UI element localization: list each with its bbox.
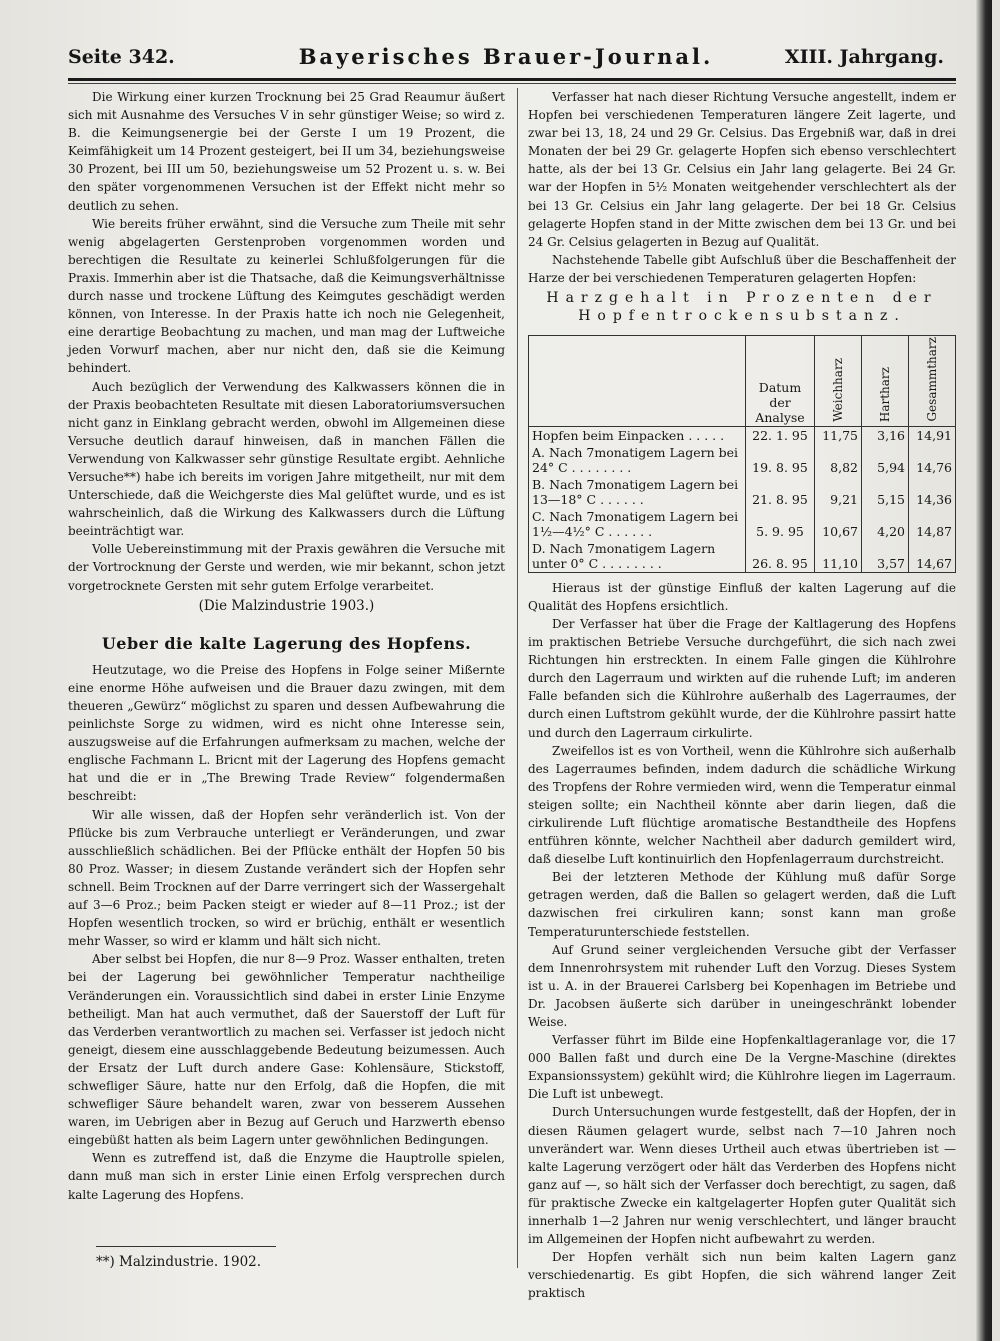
row-gesammtharz: 14,36 — [909, 476, 956, 508]
volume-label: XIII. Jahrgang. — [784, 46, 944, 68]
paragraph: Die Wirkung einer kurzen Trocknung bei 25 Grad Reaumur äußert sich mit Ausnahme des Versuches V in sehr günstiger Weise; so wird z. B. die Keimungsenergie bei der Gerste I um 19 Prozent, die Keimfähigkeit um 14 Prozent gesteigert, bei II um 34, beziehungsweise 30 Prozent, bei III um 50, beziehungsweise um 52 Prozent u. s. w. Bei den später vorgenommenen Versuchen ist der Effekt nicht mehr so deutlich zu sehen. — [68, 90, 505, 213]
row-date: 19. 8. 95 — [746, 444, 815, 476]
header-rule-thin — [68, 83, 956, 84]
table-header-gesammtharz: Gesammtharz — [909, 336, 956, 427]
row-hartharz: 5,15 — [862, 476, 909, 508]
paragraph: Verfasser führt im Bilde eine Hopfenkaltlageranlage vor, die 17 000 Ballen faßt und durch eine De la Vergne-Maschine (direktes Expansionssystem) gekühlt wird; die Kühlrohre liegen im Lagerraum. Die Luft ist unbewegt. — [528, 1033, 956, 1102]
row-gesammtharz: 14,87 — [909, 508, 956, 540]
right-column — [528, 88, 956, 1303]
row-date: 22. 1. 95 — [746, 426, 815, 444]
table-header-hartharz: Hartharz — [862, 336, 909, 427]
page-edge-shadow — [976, 0, 992, 1341]
journal-title: Bayerisches Brauer-Journal. — [298, 44, 714, 69]
column-divider — [517, 88, 518, 1268]
footnote-rule — [96, 1246, 276, 1247]
paragraph: Durch Untersuchungen wurde festgestellt, daß der Hopfen, der in diesen Räumen gelagert wurde, selbst nach 7—10 Jahren noch unverändert war. Wenn dieses Urtheil auch etwas übertrieben ist — kalte Lagerung verzögert oder hält das Verderben des Hopfens nicht ganz auf —, so hält sich der Verfasser doch berechtigt, zu sagen, daß für praktische Zwecke ein kaltgelagerter Hopfen guter Qualität sich innerhalb 1—2 Jahren nur wenig verschlechtert, und länger braucht im Allgemeinen der Hopfen nicht aufbewahrt zu werden. — [528, 1105, 956, 1247]
paragraph: Der Hopfen verhält sich nun beim kalten Lagern ganz verschiedenartig. Es gibt Hopfen, die sich während langer Zeit praktisch — [528, 1250, 956, 1301]
row-gesammtharz: 14,76 — [909, 444, 956, 476]
table-row — [529, 476, 956, 508]
row-gesammtharz: 14,91 — [909, 426, 956, 444]
paragraph: Der Verfasser hat über die Frage der Kaltlagerung des Hopfens im praktischen Betriebe Versuche durchgeführt, die sich nach zwei Richtungen hin erstreckten. In einem Falle gingen die Kühlrohre durch den Lagerraum und wirkten auf die ruhende Luft; im anderen Falle befanden sich die Kühlrohre außerhalb des Lagerraumes, der durch einen Luftstrom gekühlt wurde, der die Kühlrohre passirt hatte und durch den Lagerraum cirkulirte. — [528, 616, 956, 740]
paragraph: Wie bereits früher erwähnt, sind die Versuche zum Theile mit sehr wenig abgelagerten Gerstenproben vorgenommen worden und berechtigen die Resultate zu keinerlei Schlußfolgerungen für die Praxis. Immerhin aber ist die Thatsache, daß die Keimungsverhältnisse durch nasse und trockene Lüftung des Keimgutes geschädigt werden können, von Interesse. In der Praxis hatte ich noch nie Gelegenheit, eine derartige Beobachtung zu machen, und man mag der Luftweiche jeden Vorwurf machen, aber nur nicht den, daß sie die Keimung behindert. — [68, 216, 505, 376]
paragraph: Hieraus ist der günstige Einfluß der kalten Lagerung auf die Qualität des Hopfens ersichtlich. — [528, 580, 956, 613]
row-date: 26. 8. 95 — [746, 540, 815, 573]
row-label: C. Nach 7monatigem Lagern bei 1½—4½° C . . . . . . — [529, 508, 746, 540]
paragraph: Auf Grund seiner vergleichenden Versuche gibt der Verfasser dem Innenrohrsystem mit ruhender Luft den Vorzug. Dieses System ist u. A. in der Brauerei Carlsberg bei Kopenhagen im Betriebe und Dr. Jacobsen äußerte sich darüber in uneingeschränkt lobender Weise. — [528, 942, 956, 1029]
row-label: A. Nach 7monatigem Lagern bei 24° C . . . . . . . . — [529, 444, 746, 476]
footnote: **) Malzindustrie. 1902. — [96, 1254, 262, 1270]
row-weichharz: 8,82 — [815, 444, 862, 476]
table-header-sample — [529, 336, 746, 427]
row-label: B. Nach 7monatigem Lagern bei 13—18° C . . . . . . — [529, 476, 746, 508]
table-row — [529, 508, 956, 540]
paragraph: Aber selbst bei Hopfen, die nur 8—9 Proz. Wasser enthalten, treten bei der Lagerung bei gewöhnlicher Temperatur nachtheilige Veränderungen ein. Voraussichtlich sind dabei in erster Linie Enzyme betheiligt. Man hat auch vermuthet, daß der Sauerstoff der Luft für das Verderben verantwortlich zu machen sei. Verfasser ist jedoch nicht geneigt, diesem eine ausschlaggebende Bedeutung beizumessen. Auch der Ersatz der Luft durch andere Gase: Kohlensäure, Stickstoff, schwefliger Säure, hatte nur den Erfolg, daß die Hopfen, die mit schwefliger Säure behandelt waren, zwar von besserem Aussehen waren, im Uebrigen aber in Bezug auf Geruch und Harzwerth ebenso eingebüßt hatten als beim Lagern unter gewöhnlichen Bedingungen. — [68, 952, 505, 1148]
paragraph: Nachstehende Tabelle gibt Aufschluß über die Beschaffenheit der Harze der bei verschiedenen Temperaturen gelagerten Hopfen: — [528, 252, 956, 285]
page-number: Seite 342. — [68, 46, 175, 68]
row-date: 5. 9. 95 — [746, 508, 815, 540]
row-label: D. Nach 7monatigem Lagern unter 0° C . . . . . . . . — [529, 540, 746, 573]
table-caption: Harzgehalt in Prozenten der Hopfentrockensubstanz. — [546, 290, 938, 325]
table-row — [529, 540, 956, 573]
header-rule — [68, 78, 956, 81]
row-weichharz: 9,21 — [815, 476, 862, 508]
row-weichharz: 10,67 — [815, 508, 862, 540]
page-header — [68, 42, 944, 72]
table-row — [529, 444, 956, 476]
paragraph: Bei der letzteren Methode der Kühlung muß dafür Sorge getragen werden, daß die Ballen so gelagert werden, daß die Luft dazwischen frei cirkuliren kann; sonst kann man große Temperaturunterschiede feststellen. — [528, 870, 956, 939]
paragraph: Volle Uebereinstimmung mit der Praxis gewähren die Versuche mit der Vortrocknung der Gerste und werden, wie mir bekannt, schon jetzt vorgetrocknete Gersten mit sehr gutem Erfolge verarbeitet. — [68, 542, 505, 593]
paragraph: Zweifellos ist es von Vortheil, wenn die Kühlrohre sich außerhalb des Lagerraumes befinden, indem dadurch die schädliche Wirkung des Tropfens der Rohre vermieden wird, wenn die Temperatur einmal steigen sollte; ein Nachtheil könnte aber darin liegen, daß die cirkulirende Luft flüchtige aromatische Bestandtheile des Hopfens entführen könnte, welcher Nachtheil aber dadurch gemildert wird, daß dieselbe Luft kontinuirlich den Hopfenlagerraum durchstreicht. — [528, 743, 956, 867]
row-weichharz: 11,10 — [815, 540, 862, 573]
table-header-row — [529, 336, 956, 427]
row-label: Hopfen beim Einpacken . . . . . — [529, 426, 746, 444]
source-citation: (Die Malzindustrie 1903.) — [198, 597, 375, 614]
paragraph: Auch bezüglich der Verwendung des Kalkwassers können die in der Praxis beobachteten Resultate mit diesen Laboratoriumsversuchen nicht ganz in Einklang gebracht werden, obwohl im Allgemeinen diese Versuche deutlich darauf hinweisen, daß in manchen Fällen die Verwendung von Kalkwasser sehr günstige Resultate ergibt. Aehnliche Versuche**) habe ich bereits im vorigen Jahre mitgetheilt, nur mit dem Unterschiede, daß die Weichgerste dies Mal gelüftet wurde, und es ist wahrscheinlich, daß die Wirkung des Kalkwassers durch die Lüftung beeinträchtigt war. — [68, 379, 505, 539]
row-hartharz: 5,94 — [862, 444, 909, 476]
paragraph: Wir alle wissen, daß der Hopfen sehr veränderlich ist. Von der Pflücke bis zum Verbrauche unterliegt er Veränderungen, und zwar ausschließlich schädlichen. Bei der Pflücke enthält der Hopfen 50 bis 80 Proz. Wasser; in diesem Zustande verändert sich der Hopfen sehr schnell. Beim Trocknen auf der Darre verringert sich der Wassergehalt auf 3—6 Proz.; beim Packen steigt er wieder auf 8—11 Proz.; ist der Hopfen wesentlich trocken, so wird er brüchig, enthält er wesentlich mehr Wasser, so wird er klamm und hält sich nicht. — [68, 807, 505, 949]
row-hartharz: 3,16 — [862, 426, 909, 444]
table-header-date: Datum der Analyse — [746, 336, 815, 427]
table-header-weichharz: Weichharz — [815, 336, 862, 427]
paragraph: Wenn es zutreffend ist, daß die Enzyme die Hauptrolle spielen, dann muß man sich in erster Linie einen Erfolg versprechen durch kalte Lagerung des Hopfens. — [68, 1151, 505, 1202]
paragraph: Verfasser hat nach dieser Richtung Versuche angestellt, indem er Hopfen bei verschiedenen Temperaturen längere Zeit lagerte, und zwar bei 13, 18, 24 und 29 Gr. Celsius. Das Ergebniß war, daß in drei Monaten der bei 29 Gr. gelagerte Hopfen sich ebenso verschlechtert hatte, als der bei 13 Gr. Celsius ein Jahr lang gelagerte. Bei 24 Gr. war der Hopfen in 5½ Monaten weitgehender verschlechtert als der bei 13 Gr. Celsius ein Jahr lang gelagerte. Der bei 18 Gr. Celsius gelagerte Hopfen stand in der Mitte zwischen dem bei 13 Gr. und bei 24 Gr. Celsius gelagerten in Bezug auf Qualität. — [528, 90, 956, 249]
row-date: 21. 8. 95 — [746, 476, 815, 508]
left-column — [68, 88, 505, 1204]
article-heading: Ueber die kalte Lagerung des Hopfens. — [101, 633, 472, 653]
resin-content-table — [528, 335, 956, 573]
row-weichharz: 11,75 — [815, 426, 862, 444]
row-hartharz: 4,20 — [862, 508, 909, 540]
table-row — [529, 426, 956, 444]
paragraph: Heutzutage, wo die Preise des Hopfens in Folge seiner Mißernte eine enorme Höhe aufweisen und die Brauer dazu zwingen, mit dem theueren „Gewürz“ möglichst zu sparen und dessen Aufbewahrung die peinlichste Sorge zu widmen, wird es nicht ohne Interesse sein, auszugsweise auf die Erfahrungen aufmerksam zu machen, welche der englische Fachmann L. Bricnt mit der Lagerung des Hopfens gemacht hat und die er in „The Brewing Trade Review“ folgendermaßen beschreibt: — [68, 662, 505, 804]
row-hartharz: 3,57 — [862, 540, 909, 573]
row-gesammtharz: 14,67 — [909, 540, 956, 573]
